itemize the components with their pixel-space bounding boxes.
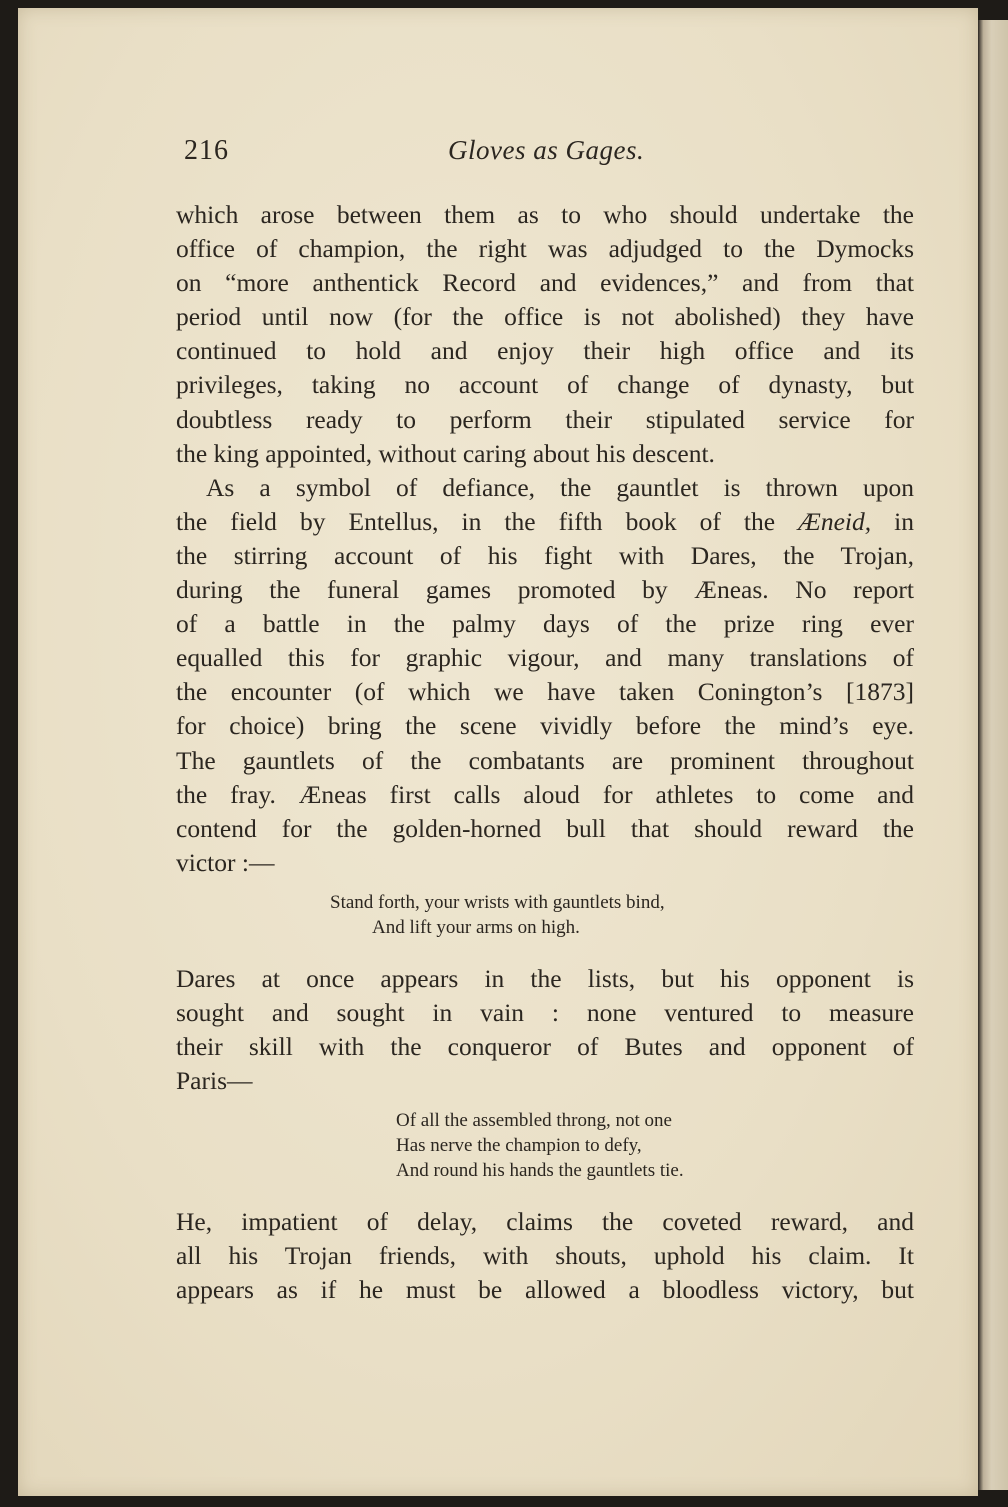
text-line: victor :—	[176, 847, 275, 877]
verse-quote-1	[176, 890, 914, 940]
text-line: the stirring account of his fight with Dares, the Trojan,	[176, 540, 914, 570]
text-line-with-italic	[176, 505, 914, 539]
text-line: which arose between them as to who should undertake the	[176, 200, 914, 229]
paragraph-3	[176, 962, 914, 1098]
text-line: all his Trojan friends, with shouts, uphold his claim. It	[176, 1241, 914, 1271]
book-title-italic: Æneid,	[798, 506, 872, 536]
text-line: The gauntlets of the combatants are prominent throughout	[176, 745, 914, 775]
running-title: Gloves as Gages.	[448, 135, 645, 165]
text-line: the fray. Æneas first calls aloud for athletes to come and	[176, 779, 914, 809]
text-line: their skill with the conqueror of Butes and opponent of	[176, 1032, 914, 1062]
text-line: He, impatient of delay, claims the coveted reward, and	[176, 1207, 914, 1237]
text-line: for choice) bring the scene vividly before the mind’s eye.	[176, 711, 914, 741]
verse-line: And lift your arms on high.	[372, 916, 580, 938]
paragraph-2	[176, 471, 914, 880]
text-line: sought and sought in vain : none ventured to measure	[176, 997, 914, 1027]
text-line: the encounter (of which we have taken Conington’s [1873]	[176, 677, 914, 707]
body-text	[176, 198, 914, 1308]
text-line: the king appointed, without caring about his descent.	[176, 438, 715, 468]
text-line: Dares at once appears in the lists, but his opponent is	[176, 963, 914, 993]
text-line: on “more anthentick Record and evidences,” and from that	[176, 268, 914, 298]
text-line: doubtless ready to perform their stipulated service for	[176, 404, 914, 434]
verse-line: Has nerve the champion to defy,	[396, 1135, 642, 1157]
text-line: As a symbol of defiance, the gauntlet is thrown upon	[206, 472, 914, 502]
text-line: contend for the golden-horned bull that should reward the	[176, 813, 914, 843]
text-line: appears as if he must be allowed a bloodless victory, but	[176, 1275, 914, 1305]
verse-line: Stand forth, your wrists with gauntlets bind,	[330, 891, 665, 913]
text-line: during the funeral games promoted by Æneas. No report	[176, 575, 914, 605]
text-line: privileges, taking no account of change of dynasty, but	[176, 370, 914, 400]
next-page-edge	[978, 20, 1008, 1490]
text-line: Paris—	[176, 1066, 253, 1096]
text-line: continued to hold and enjoy their high office and its	[176, 336, 914, 366]
text-line: equalled this for graphic vigour, and many translations of	[176, 643, 914, 673]
text-line: office of champion, the right was adjudged to the Dymocks	[176, 234, 914, 264]
running-head	[184, 135, 920, 175]
paragraph-4	[176, 1205, 914, 1307]
verse-line: Of all the assembled throng, not one	[396, 1110, 672, 1132]
text-segment: in	[871, 506, 914, 536]
verse-quote-2	[176, 1108, 914, 1183]
verse-line: And round his hands the gauntlets tie.	[396, 1160, 684, 1182]
text-line: period until now (for the office is not abolished) they have	[176, 302, 914, 332]
text-segment: the field by Entellus, in the fifth book of the	[176, 506, 799, 536]
text-line: of a battle in the palmy days of the prize ring ever	[176, 609, 914, 639]
page-number: 216	[184, 135, 229, 166]
paragraph-1	[176, 198, 914, 471]
